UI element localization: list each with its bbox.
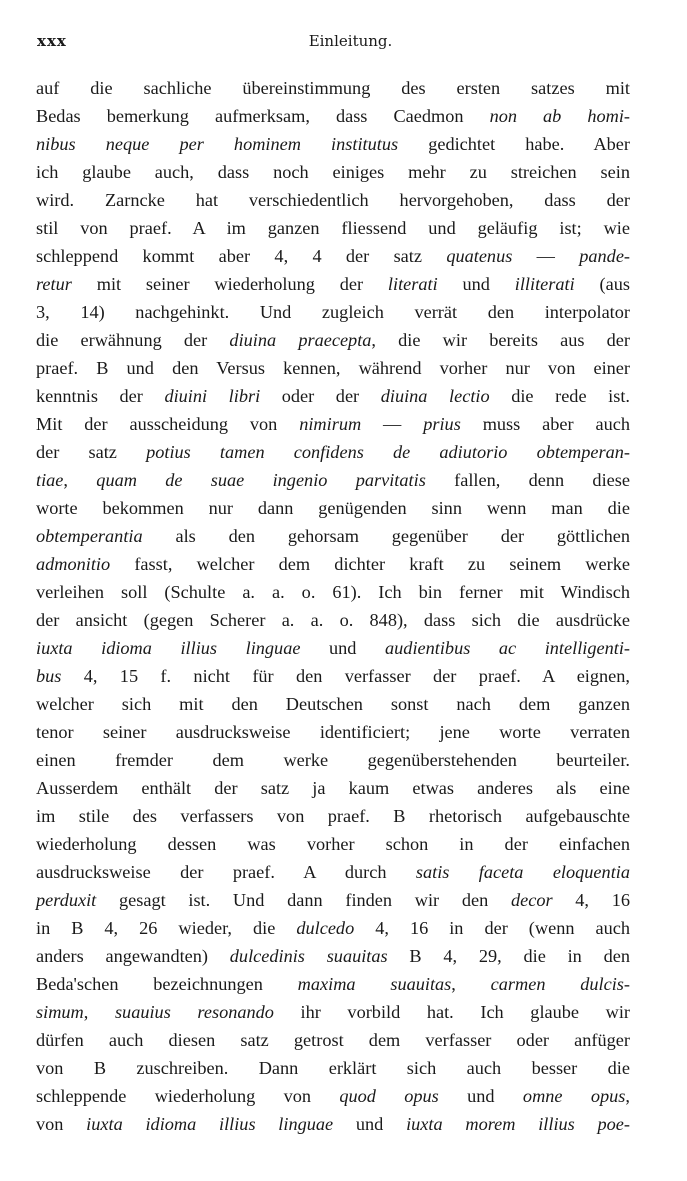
text-line: einen fremder dem werke gegenüberstehenden beurteiler.	[36, 750, 630, 770]
text-line: kenntnis der diuini libri oder der diuina lectio die rede ist.	[36, 386, 630, 406]
text-line: auf die sachliche übereinstimmung des ersten satzes mit	[36, 78, 630, 98]
text-line: der ansicht (gegen Scherer a. a. o. 848), dass sich die ausdrücke	[36, 610, 630, 630]
italic-phrase: retur	[36, 274, 72, 294]
italic-phrase: nibus neque per hominem institutus	[36, 134, 399, 154]
text-line: Beda'schen bezeichnungen maxima suauitas, carmen dulcis-	[36, 974, 630, 994]
text-line: in B 4, 26 wieder, die dulcedo 4, 16 in der (wenn auch	[36, 918, 630, 938]
text-line: Bedas bemerkung aufmerksam, dass Caedmon non ab homi-	[36, 106, 630, 126]
text-line: von iuxta idioma illius linguae und iuxta morem illius poe-	[36, 1114, 631, 1134]
running-title: Einleitung.	[308, 32, 393, 50]
text-line: ausdrucksweise der praef. A durch satis faceta eloquentia	[36, 862, 630, 882]
italic-phrase: diuina praecepta	[229, 330, 372, 350]
text-line: nibus neque per hominem institutus gedichtet habe. Aber	[36, 134, 631, 154]
italic-phrase: illiterati	[514, 274, 575, 294]
italic-phrase: perduxit	[36, 890, 97, 910]
italic-phrase: bus	[36, 666, 62, 686]
italic-phrase: nimirum	[299, 414, 362, 434]
text-line: wiederholung dessen was vorher schon in der einfachen	[36, 834, 630, 854]
italic-phrase: suauius resonando	[114, 1002, 274, 1022]
italic-phrase: non ab homi-	[489, 106, 630, 126]
text-line: wird. Zarncke hat verschiedentlich hervorgehoben, dass der	[36, 190, 630, 210]
italic-phrase: satis faceta eloquentia	[415, 862, 630, 882]
italic-phrase: decor	[510, 890, 553, 910]
text-line: im stile des verfassers von praef. B rhetorisch aufgebauschte	[36, 806, 630, 826]
text-line: dürfen auch diesen satz getrost dem verfasser oder anfüger	[36, 1030, 630, 1050]
italic-phrase: iuxta idioma illius linguae	[36, 638, 301, 658]
text-line: tenor seiner ausdrucksweise identificiert; jene worte verraten	[36, 722, 630, 742]
text-line: verleihen soll (Schulte a. a. o. 61). Ich bin ferner mit Windisch	[36, 582, 630, 602]
italic-phrase: quam de suae ingenio parvitatis	[96, 470, 426, 490]
italic-phrase: quatenus	[446, 246, 513, 266]
text-line: iuxta idioma illius linguae und audientibus ac intelligenti-	[36, 638, 631, 658]
italic-phrase: quod opus	[339, 1086, 439, 1106]
italic-phrase: audientibus ac intelligenti-	[385, 638, 631, 658]
text-line: tiae, quam de suae ingenio parvitatis fallen, denn diese	[36, 470, 630, 490]
italic-phrase: dulcedinis suauitas	[229, 946, 388, 966]
italic-phrase: prius	[423, 414, 461, 434]
italic-phrase: simum	[36, 1002, 84, 1022]
italic-phrase: iuxta idioma illius linguae	[86, 1114, 334, 1134]
italic-phrase: dulcedo	[296, 918, 355, 938]
text-line: admonitio fasst, welcher dem dichter kraft zu seinem werke	[36, 554, 630, 574]
text-line: Mit der ausscheidung von nimirum — prius muss aber auch	[36, 414, 631, 434]
text-line: simum, suauius resonando ihr vorbild hat. Ich glaube wir	[36, 1002, 631, 1022]
italic-phrase: omne opus	[522, 1086, 626, 1106]
italic-phrase: pande-	[579, 246, 631, 266]
text-line: die erwähnung der diuina praecepta, die wir bereits aus der	[36, 330, 630, 350]
text-line: 3, 14) nachgehinkt. Und zugleich verrät den interpolator	[36, 302, 630, 322]
text-line: anders angewandten) dulcedinis suauitas B 4, 29, die in den	[36, 946, 630, 966]
italic-phrase: maxima suauitas	[297, 974, 452, 994]
italic-phrase: obtemperantia	[36, 526, 143, 546]
text-line: perduxit gesagt ist. Und dann finden wir den decor 4, 16	[36, 890, 630, 910]
italic-phrase: tiae	[36, 470, 64, 490]
italic-phrase: admonitio	[36, 554, 111, 574]
text-line: praef. B und den Versus kennen, während vorher nur von einer	[36, 358, 630, 378]
italic-phrase: diuina lectio	[380, 386, 490, 406]
text-line: stil von praef. A im ganzen fliessend und geläufig ist; wie	[36, 218, 630, 238]
italic-phrase: potius tamen confidens de adiutorio obtemperan-	[146, 442, 631, 462]
text-line: obtemperantia als den gehorsam gegenüber der göttlichen	[36, 526, 630, 546]
italic-phrase: iuxta morem illius poe-	[406, 1114, 631, 1134]
text-line: der satz potius tamen confidens de adiutorio obtemperan-	[36, 442, 631, 462]
text-line: von B zuschreiben. Dann erklärt sich auch besser die	[36, 1058, 630, 1078]
text-line: welcher sich mit den Deutschen sonst nach dem ganzen	[36, 694, 630, 714]
text-line: schleppende wiederholung von quod opus und omne opus,	[36, 1086, 630, 1106]
italic-phrase: literati	[387, 274, 438, 294]
italic-phrase: carmen dulcis-	[490, 974, 630, 994]
body-text	[36, 74, 630, 1138]
text-line: retur mit seiner wiederholung der literati und illiterati (aus	[36, 274, 630, 294]
text-line: bus 4, 15 f. nicht für den verfasser der praef. A eignen,	[36, 666, 630, 686]
text-line: worte bekommen nur dann genügenden sinn wenn man die	[36, 498, 630, 518]
text-line: schleppend kommt aber 4, 4 der satz quatenus — pande-	[36, 246, 631, 266]
text-line: Ausserdem enthält der satz ja kaum etwas anderes als eine	[36, 778, 630, 798]
italic-phrase: diuini libri	[164, 386, 261, 406]
text-line: ich glaube auch, dass noch einiges mehr zu streichen sein	[36, 162, 630, 182]
page-number: xxx	[37, 32, 67, 50]
